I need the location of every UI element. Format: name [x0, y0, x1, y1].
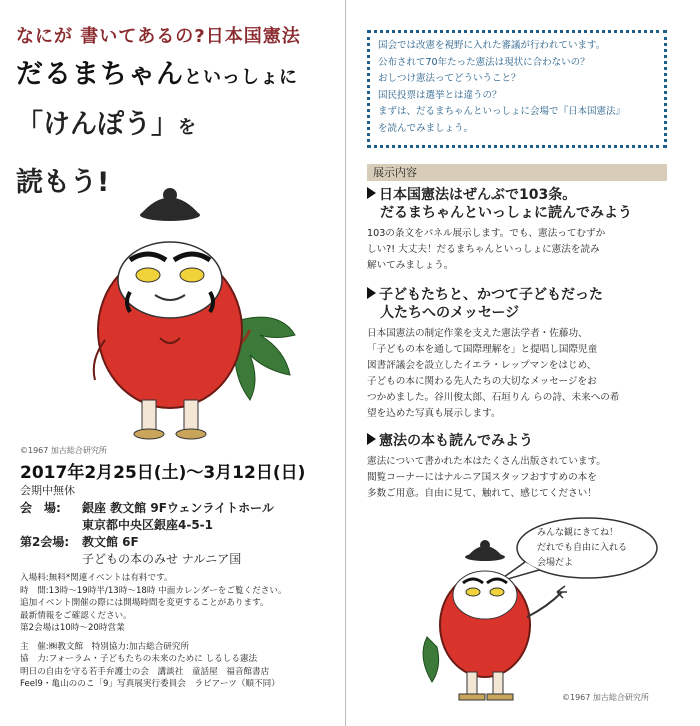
body-line: 解いてみましょう。	[367, 260, 454, 271]
section-title-bar: 展示内容	[367, 164, 667, 181]
venue-value: 教文館 6F	[82, 535, 139, 549]
venue-value: 東京都中央区銀座4-5-1	[82, 518, 214, 532]
title-line2-small: といっしょに	[184, 67, 298, 88]
title-line1: なにが 書いてあるの?日本国憲法	[16, 26, 301, 47]
section1-heading	[367, 186, 632, 222]
credit-line: 明日の自由を守る若手弁護士の会 講談社 童話屋 福音館書店	[20, 666, 270, 677]
title-line2	[16, 52, 298, 91]
question-box	[367, 30, 667, 148]
title-line2-big: だるまちゃん	[16, 59, 184, 90]
body-line: 日本国憲法の制定作業を支えた憲法学者・佐藤功、	[367, 328, 588, 339]
body-line: 憲法について書かれた本はたくさん出版されています。	[367, 456, 606, 467]
venue-info	[20, 500, 340, 568]
section2-body	[367, 326, 673, 422]
venue-value: 銀座 教文館 9Fウェンライトホール	[82, 501, 274, 515]
venue-label: 会 場:	[20, 501, 61, 515]
info-line: 第2会場は10時〜20時営業	[20, 623, 125, 633]
section3-body	[367, 454, 673, 502]
title-line3-small: を	[178, 117, 196, 138]
section3-heading	[367, 432, 533, 450]
section2-heading-line2: 人たちへのメッセージ	[380, 305, 520, 321]
section1-heading-line2: だるまちゃんといっしょに読んでみよう	[380, 205, 632, 221]
daruma-drawing	[60, 180, 330, 445]
body-line: つかめました。谷川俊太郎、石垣りん らの詩、未来への希	[367, 392, 620, 403]
daruma-drawing-small	[407, 537, 587, 712]
body-line: 多数ご用意。自由に見て、触れて、感じてください！	[367, 488, 597, 499]
body-line: 図書評議会を設立したイエラ・レップマンをはじめ、	[367, 360, 597, 371]
body-line: しい?! 大丈夫！だるまちゃんといっしょに憲法を読み	[367, 244, 600, 255]
title-line4: 読もう!	[16, 167, 110, 198]
triangle-bullet-icon	[367, 287, 376, 299]
section2-heading	[367, 286, 603, 322]
info-line: 最新情報をご確認ください。	[20, 610, 132, 621]
copyright-right: ©1967 加古総合研究所	[562, 693, 649, 702]
venue-row	[20, 517, 340, 534]
section1-body	[367, 226, 673, 274]
credit-line: 主 催:㈱教文館 特別協力:加古総合研究所	[20, 641, 190, 652]
venue-row	[20, 534, 340, 551]
venue-label: 第2会場:	[20, 535, 70, 549]
body-line: 閲覧コーナーにはナルニア国スタッフおすすめの本を	[367, 472, 597, 483]
triangle-bullet-icon	[367, 433, 376, 445]
question-line: 国会では改憲を視野に入れた審議が行われています。	[378, 40, 606, 51]
question-line: まずは、だるまちゃんといっしょに会場で『日本国憲法』	[378, 106, 626, 117]
info-line: 時 間:13時〜19時半/13時〜18時 中面カレンダーをご覧ください。	[20, 585, 287, 596]
info-block	[20, 572, 342, 691]
title-line3-big: 「けんぽう」	[16, 109, 178, 140]
venue-row	[20, 500, 340, 517]
body-line: 望を込めた写真も展示します。	[367, 408, 501, 419]
daruma-illustration	[60, 180, 330, 445]
question-line: を読んでみましょう。	[378, 122, 474, 134]
bubble-line: みんな観にきてね！	[537, 528, 619, 538]
venue-row	[20, 551, 340, 568]
exhibition-date: 2017年2月25日(土)〜3月12日(日)	[20, 463, 306, 483]
bubble-line: 会場だよ	[537, 558, 574, 568]
venue-label	[20, 517, 82, 534]
triangle-bullet-icon	[367, 187, 376, 199]
column-divider	[345, 0, 346, 726]
body-line: 「子どもの本を通して国際理解を」と提唱し国際児童	[367, 344, 598, 355]
credit-line: Feel9・亀山ののこ「9」写真展実行委員会 ラビアーツ（順不同）	[20, 679, 280, 689]
question-line: おしつけ憲法ってどういうこと？	[378, 73, 521, 84]
left-column	[0, 0, 345, 726]
info-line: 入場料:無料*関連イベントは有料です。	[20, 573, 173, 583]
section1-heading-line1: 日本国憲法はぜんぶで103条。	[379, 187, 577, 203]
period-note: 会期中無休	[20, 484, 75, 497]
copyright-left: ©1967 加古総合研究所	[20, 446, 107, 455]
section2-heading-line1: 子どもたちと、かつて子どもだった	[379, 287, 603, 303]
question-line: 国民投票は選挙とは違うの？	[378, 89, 502, 101]
body-line: 子どもの本に関わる先人たちの大切なメッセージをお	[367, 376, 597, 387]
credit-line: 協 力:フォーラム・子どもたちの未来のために しるしる憲法	[20, 654, 258, 664]
section3-heading-line1: 憲法の本も読んでみよう	[379, 433, 533, 449]
title-line3	[16, 102, 196, 141]
info-line: 追加イベント開催の際には開場時間を変更することがあります。	[20, 598, 269, 608]
body-line: 103の条文をパネル展示します。でも、憲法ってむずか	[367, 228, 606, 239]
venue-value: 子どもの本のみせ ナルニア国	[82, 552, 242, 566]
question-line: 公布されて70年たった憲法は現状に合わないの？	[378, 56, 590, 68]
bubble-line: だれでも自由に入れる	[537, 543, 628, 553]
venue-label	[20, 551, 82, 568]
right-column	[357, 0, 693, 726]
daruma-illustration-small	[407, 537, 587, 712]
